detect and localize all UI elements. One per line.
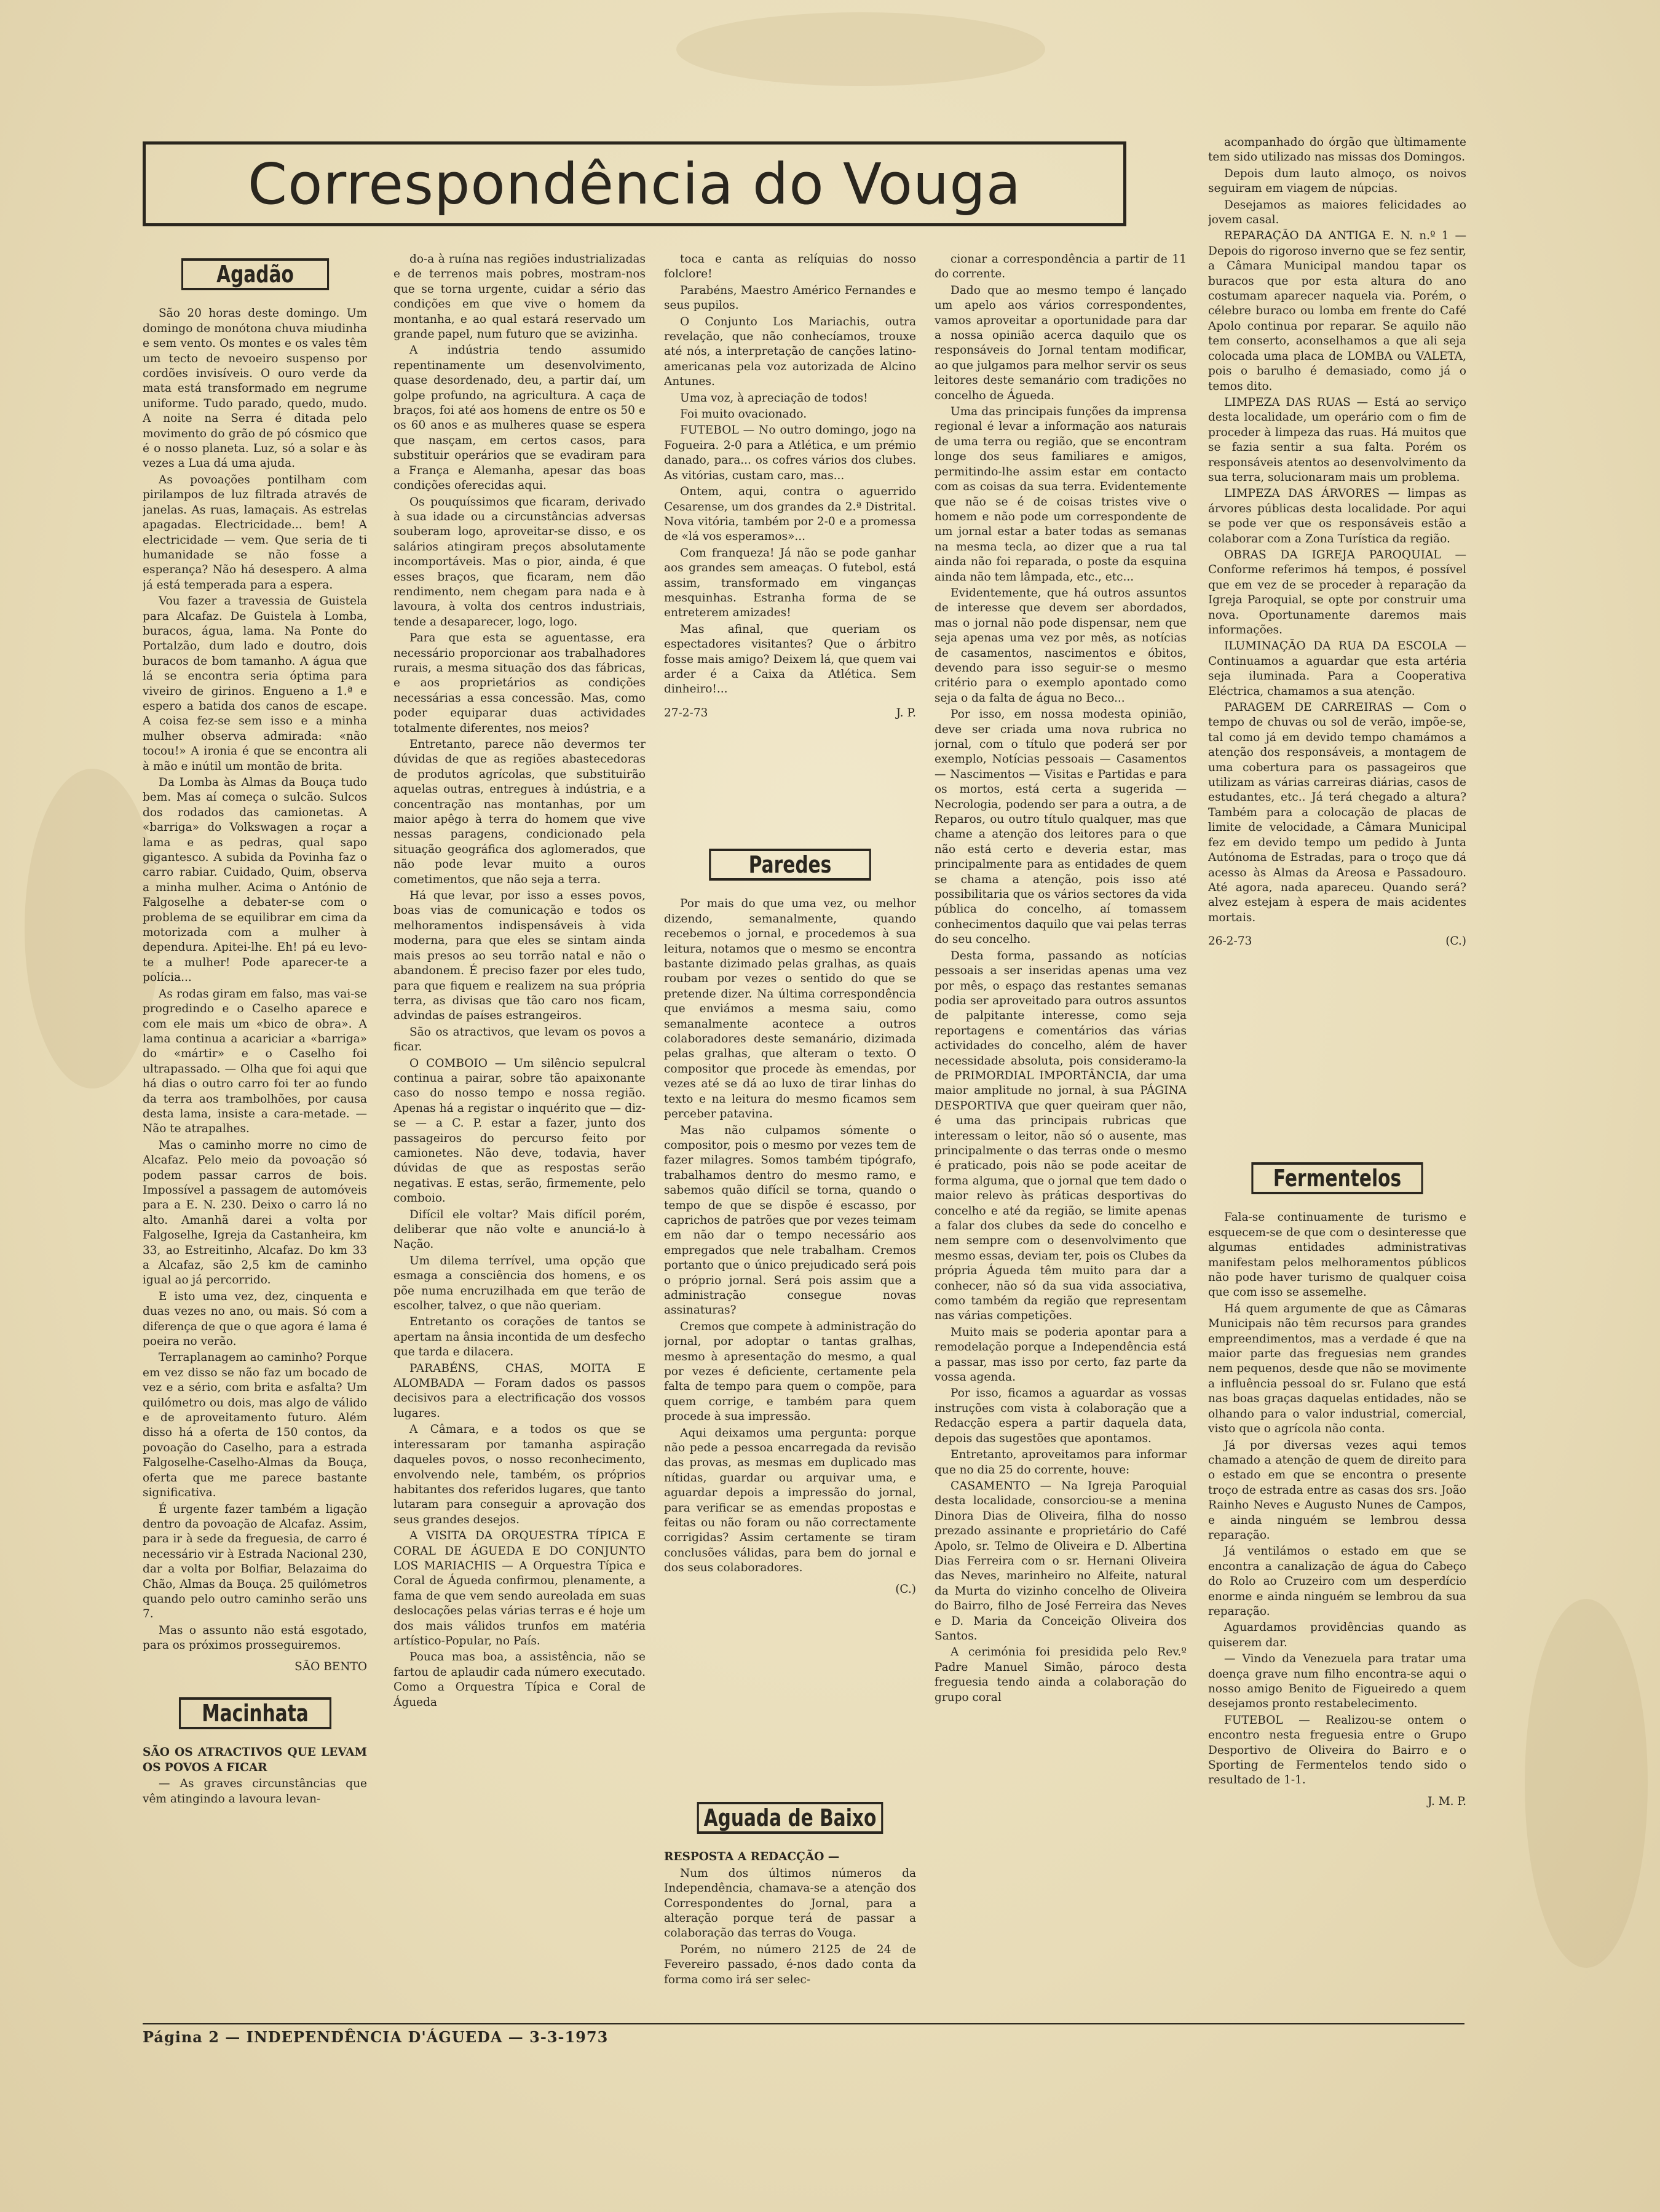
paragraph: Uma voz, à apreciação de todos! xyxy=(680,391,868,405)
paragraph: Uma das principais funções da imprensa regional é levar a informação aos naturais de uma terra ou região, que se encontram longe dos seus familiares e amigos, permitindo-lhe assim estar em contacto com as coisas da sua terra. Evidentemente que não se é de coisas tristes vive o homem e não pode um correspondente de um jornal estar a bater todas as semanas na mesma tecla, ao dizer que a rua tal ainda não foi reparada, o poste da esquina ainda não tem lâmpada, etc., etc... xyxy=(935,405,1187,584)
paragraph: Num dos últimos números da Independência, chamava-se a atenção dos Correspondentes do Jornal, para a alteração porque terá de passar a colaboração das terras do Vouga. xyxy=(664,1866,916,1940)
paragraph: PARAGEM DE CARREIRAS — Com o tempo de chuvas ou sol de verão, impõe-se, tal como já em devido tempo chamámos a atenção dos responsáveis, a montagem de uma cobertura para os passageiros que utilizam as várias carreiras diárias, casos de estudantes, etc.. Já terá chegado a altura? Também para a colocação de placas de limite de velocidade, a Câmara Municipal fez em devido tempo um pedido à Junta Autónoma de Estradas, para o troço que dá acesso às Almas da Areosa e Passadouro. Até agora, nada apareceu. Quando será? alvez estejam à espera de mais acidentes mortais. xyxy=(1208,701,1466,924)
paper-stain xyxy=(1525,1599,1648,1968)
paragraph: Parabéns, Maestro Américo Fernandes e seus pupilos. xyxy=(664,283,916,312)
dateline-row-2 xyxy=(1208,934,1466,949)
paragraph: Dado que ao mesmo tempo é lançado um apelo aos vários correspondentes, vamos aproveitar a oportunidade para dar a nossa opinião acerca daquilo que os responsáveis do Jornal tentam modificar, ao que julgamos para melhor servir os seus leitores deste semanário com tradições no concelho de Águeda. xyxy=(935,283,1187,402)
paragraph: Foi muito ovacionado. xyxy=(680,408,807,421)
paragraph: A Câmara, e a todos os que se interessaram por tamanha aspiração daqueles povos, o nosso reconhecimento, envolvendo nele, também, os próprios habitantes dos referidos lugares, que tanto lutaram para conseguir a aprovação dos seus grandes desejos. xyxy=(393,1423,646,1526)
paragraph: cionar a correspondência a partir de 11 do corrente. xyxy=(935,253,1187,281)
dateline-date-2: 26-2-73 xyxy=(1208,935,1252,948)
subhead-atractivos: SÃO OS ATRACTIVOS QUE LEVAM OS POVOS A FICAR xyxy=(143,1746,367,1774)
column-1-bottom xyxy=(143,1691,367,2011)
paragraph: Para que esta se aguentasse, era necessário proporcionar aos trabalhadores rurais, a mesma situação dos das fábricas, e aos proprietários as condições necessárias a essa concessão. Mas, como poder equiparar duas actividades totalmente diferentes, nos meios? xyxy=(393,632,646,735)
paragraph: Aqui deixamos uma pergunta: porque não pede a pessoa encarregada da revisão das provas, as mesmas em duplicado mas nítidas, guardar ou arquivar uma, e aguardar depois a impressão do jornal, para verificar se as emendas propostas e feitas ou não foram ou não correctamente corrigidas? Assim certamente se tiram conclusões válidas, para bem do jornal e dos seus colaboradores. xyxy=(664,1426,916,1575)
paragraph: Já ventilámos o estado em que se encontra a canalização de água do Cabeço do Rolo ao Cruzeiro com um desperdício enorme e ainda ninguém se lembrou da sua reparação. xyxy=(1208,1545,1466,1618)
paragraph: Muito mais se poderia apontar para a remodelação porque a Independência está a passar, mas isso por certo, faz parte da vossa agenda. xyxy=(935,1325,1187,1384)
article-aguada-continued xyxy=(935,252,1187,1705)
paragraph: O COMBOIO — Um silêncio sepulcral continua a pairar, sobre tão apaixonante caso do nosso tempo e nossa região. Apenas há a registar o inquérito que — diz-se — a C. P. estar a fazer, junto dos passageiros do percurso feito por camionetes. Não deve, todavia, haver dúvidas de que as respostas serão negativas. E estas, serão, firmemente, pelo comboio. xyxy=(393,1056,646,1205)
paragraph: Difícil ele voltar? Mais difícil porém, deliberar que não volte e anunciá-lo à Nação. xyxy=(393,1208,646,1251)
paragraph: Fala-se continuamente de turismo e esquecem-se de que com o desinteresse que algumas entidades administrativas manifestam pelos melhoramentos públicos não pode haver turismo de qualquer coisa que com isso se assemelhe. xyxy=(1208,1211,1466,1299)
dateline-date: 27-2-73 xyxy=(664,706,708,719)
paragraph: A cerimónia foi presidida pelo Rev.º Padre Manuel Simão, pároco desta freguesia tendo ainda a colaboração do grupo coral xyxy=(935,1646,1187,1704)
paragraph: Por isso, ficamos a aguardar as vossas instruções com vista à colaboração que a Redacção espera a partir daquela data, depois das sugestões que apontamos. xyxy=(935,1387,1187,1445)
paragraph: São 20 horas deste domingo. Um domingo de monótona chuva miudinha e sem vento. Os montes e os vales têm um tecto de nevoeiro suspenso por cordões invisíveis. O ouro verde da mata está transformado em negrume uniforme. Tudo parado, quedo, mudo. A noite na Serra é ditada pelo movimento do grão de pó cósmico que é o nosso planeta. Luz, só a solar e às vezes a Lua dá uma ajuda. xyxy=(143,307,367,470)
paragraph: Terraplanagem ao caminho? Porque em vez disso se não faz um bocado de vez e a sério, com brita e asfalta? Um quilómetro ou dois, mas algo de válido e de aproveitamento futuro. Além disso há a oferta de 150 contos, da povoação do Caselho, para a estrada Falgoselhe-Caselho-Almas da Bouça, oferta que me parece bastante significativa. xyxy=(143,1351,367,1500)
paper-stain xyxy=(676,12,1045,86)
column-4 xyxy=(935,252,1187,2017)
article-macinhata-continued xyxy=(393,252,646,1710)
paragraph: Por mais do que uma vez, ou melhor dizendo, semanalmente, quando recebemos o jornal, e procedemos à sua leitura, notamos que o mesmo se encontra bastante dizimado pelas gralhas, as quais roubam por vezes o sentido do que se pretende dizer. Na última correspondência que enviámos a mesma saiu, como semanalmente acontece a outros colaboradores deste semanário, dizimada pelas gralhas, que alteram o texto. O compositor que procede às emendas, por vezes até se dá ao luxo de tirar linhas do texto e na leitura do mesmo ficamos sem perceber patavina. xyxy=(664,897,916,1121)
masthead-box xyxy=(143,141,1126,226)
column-3-paredes xyxy=(664,842,916,1790)
paragraph: Um dilema terrível, uma opção que esmaga a consciência dos homens, e os põe numa encruzilhada em que terão de escolher, talvez, o que não queriam. xyxy=(393,1254,646,1313)
column-2 xyxy=(393,252,646,2017)
paragraph: FUTEBOL — No outro domingo, jogo na Fogueira. 2-0 para a Atlética, e um prémio danado, para... os cofres vários dos clubes. As vitórias, custam caro, mas... xyxy=(664,424,916,482)
dateline-author-2: (C.) xyxy=(1445,935,1466,948)
column-5-top xyxy=(1208,135,1466,1144)
signature-agadao: SÃO BENTO xyxy=(294,1660,367,1673)
paragraph: Desta forma, passando as notícias pessoais a ser inseridas apenas uma vez por mês, o espaço das restantes semanas podia ser aproveitado para outros assuntos de palpitante interesse, como seja reportagens e comentários das várias actividades do concelho, além de haver necessidade absoluta, pois consideramo-la de PRIMORDIAL IMPORTÂNCIA, dar uma maior amplitude no jornal, à sua PÁGINA DESPORTIVA que quer queiram quer não, é uma das principais rubricas que interessam o leitor, não só o ausente, mas principalmente o das terras onde o mesmo é praticado, pois não se pode aceitar de forma alguma, que o jornal que tem dado o maior relevo às práticas desportivas do concelho e até da região, se limite apenas a falar dos clubes da sede do concelho e nem sempre com o desenvolvimento que mesmo essas, deviam ter, pois os Clubes da própria Águeda têm muito para dar a conhecer, não só da sua vida associativa, como também da região que representam nas várias competições. xyxy=(935,949,1187,1323)
paragraph: Mas o caminho morre no cimo de Alcafaz. Pelo meio da povoação só podem passar carros de bois. Impossível a passagem de automóveis para a E. N. 230. Deixo o carro lá no alto. Amanhã darei a volta por Falgoselhe, Igreja da Castanheira, km 33, ao Estreitinho, Alcafaz. Do km 33 a Alcafaz, são 2,5 km de caminho igual ao já percorrido. xyxy=(143,1138,367,1287)
dateline-author: J. P. xyxy=(896,706,916,719)
paragraph: FUTEBOL — Realizou-se ontem o encontro nesta freguesia entre o Grupo Desportivo de Oliveira do Bairro e o Sporting de Fermentelos tendo sido o resultado de 1-1. xyxy=(1208,1713,1466,1787)
section-title-fermentelos: Fermentelos xyxy=(1251,1162,1423,1194)
paragraph: — Vindo da Venezuela para tratar uma doença grave num filho encontra-se aqui o nosso amigo Benito de Figueiredo a quem desejamos pronto restabelecimento. xyxy=(1208,1652,1466,1711)
paragraph: A indústria tendo assumido repentinamente um desenvolvimento, quase desordenado, deu, a partir daí, um golpe profundo, na agricultura. A caça de braços, foi até aos homens de entre os 50 e os 60 anos e as mulheres quase se espera que nasçam, em certos casos, para substituir operários que se evadiram para a França e Alemanha, apesar das boas condições oferecidas aqui. xyxy=(393,344,646,493)
paragraph: Mas o assunto não está esgotado, para os próximos prosseguiremos. xyxy=(143,1623,367,1652)
section-title-macinhata: Macinhata xyxy=(178,1697,331,1729)
footer-rule xyxy=(143,2023,1464,2024)
paragraph: São os atractivos, que levam os povos a ficar. xyxy=(393,1025,646,1054)
paragraph: Os pouquíssimos que ficaram, derivado à sua idade ou a circunstâncias adversas souberam logo, aproveitar-se disso, e os salários atingiram preços absolutamente incomportáveis. Mas o pior, ainda, é que esses braços, que ficaram, nem dão rendimento, nem chegam para nada e à lavoura, à volta dos centros industriais, tende a desaparecer, logo, logo. xyxy=(393,495,646,628)
paragraph: Entretanto, parece não devermos ter dúvidas de que as regiões abastecedoras de produtos agrícolas, que substituirão aquelas outras, entregues à indústria, e a concentração nas montanhas, por um maior apêgo à terra do homem que vive nessas paragens, condicionado pela situação geográfica dos aglomerados, que não pode levar muito a ouros cometimentos, que não seja a terra. xyxy=(393,738,646,886)
paragraph: — As graves circunstâncias que vêm atingindo a lavoura levan- xyxy=(143,1777,367,1806)
paragraph: Vou fazer a travessia de Guistela para Alcafaz. De Guistela à Lomba, buracos, água, lama. Na Ponte do Portalzão, dum lado e doutro, dois buracos de bom tamanho. A água que lá se encontra seria óptima para viveiro de girinos. Engueno a 1.ª e espero a batida dos canos de escape. A coisa fez-se sem isso e a minha mulher observa admirada: «não tocou!» A ironia é que se encontra ali à mão e inútil um montão de brita. xyxy=(143,595,367,773)
paragraph: A VISITA DA ORQUESTRA TÍPICA E CORAL DE ÁGUEDA E DO CONJUNTO LOS MARIACHIS — A Orquestra Típica e Coral de Águeda confirmou, plenamente, a fama de que vem sendo aureolada em suas deslocações pelas várias terras e é hoje um dos mais válidos trunfos em matéria artístico-Popular, no País. xyxy=(393,1529,646,1647)
section-title-agadao: Agadão xyxy=(181,258,328,290)
article-paredes xyxy=(664,897,916,1576)
paragraph: Com franqueza! Já não se pode ganhar aos grandes sem ameaças. O futebol, está assim, transformado em vinganças mesquinhas. Estranha forma de se entreterem amizades! xyxy=(664,546,916,620)
paragraph: Depois dum lauto almoço, os noivos seguiram em viagem de núpcias. xyxy=(1208,167,1466,196)
dateline-row xyxy=(664,706,916,721)
paper-stain xyxy=(25,769,160,1088)
paragraph: E isto uma vez, dez, cinquenta e duas vezes no ano, ou mais. Só com a diferença de que o que agora é lama é poeira no verão. xyxy=(143,1290,367,1349)
column-3-aguada xyxy=(664,1796,916,2017)
paragraph: PARABÉNS, CHAS, MOITA E ALOMBADA — Foram dados os passos decisivos para a electrificação dos vossos lugares. xyxy=(393,1362,646,1420)
paragraph: Entretanto, aproveitamos para informar que no dia 25 do corrente, houve: xyxy=(935,1448,1187,1477)
paragraph: Entretanto os corações de tantos se apertam na ânsia incontida de um desfecho que tarda e dilacera. xyxy=(393,1315,646,1359)
paragraph: Desejamos as maiores felicidades ao jovem casal. xyxy=(1208,198,1466,227)
paragraph: As rodas giram em falso, mas vai-se progredindo e o Caselho aparece e com ele mais um «bico de obra». A lama continua a acariciar a «barriga» do «mártir» e o Caselho foi ultrapassado. — Olha que foi aqui que há dias o outro carro foi ter ao fundo da terra aos trambolhões, por causa desta lama, insiste a cara-metade. — Não te atrapalhes. xyxy=(143,987,367,1136)
paragraph: ILUMINAÇÃO DA RUA DA ESCOLA — Continuamos a aguardar que esta artéria seja iluminada. Para a Cooperativa Eléctrica, chamamos a sua atenção. xyxy=(1208,640,1466,698)
paragraph: do-a à ruína nas regiões industrializadas e de terrenos mais pobres, mostram-nos que se torna urgente, cuidar a sério das condições em que vive o homem da montanha, e ao qual estará reservado um grande papel, num futuro que se avizinha. xyxy=(393,253,646,341)
paragraph: REPARAÇÃO DA ANTIGA E. N. n.º 1 — Depois do rigoroso inverno que se fez sentir, a Câmara Municipal mandou tapar os buracos que por esta altura do ano costumam aparecer naquela via. Porém, o célebre buraco ou lomba em frente do Café Apolo continua por reparar. Se aquilo não tem conserto, aconselhamos a que ali seja colocada uma placa de LOMBA ou VALETA, pois o barulho é demasiado, como já o temos dito. xyxy=(1208,229,1466,393)
paragraph: Ontem, aqui, contra o aguerrido Cesarense, um dos grandes da 2.ª Distrital. Nova vitória, também por 2-0 e a promessa de «lá vos esperamos»... xyxy=(664,485,916,544)
paragraph: toca e canta as relíquias do nosso folclore! xyxy=(664,253,916,281)
page-footer: Página 2 — INDEPENDÊNCIA D'ÁGUEDA — 3-3-1973 xyxy=(143,2028,609,2046)
paragraph: Mas afinal, que queriam os espectadores visitantes? Que o árbitro fosse mais amigo? Deixem lá, que quem vai arder é a Caixa da Atlética. Sem dinheiro!... xyxy=(664,622,916,696)
signature-paredes: (C.) xyxy=(895,1582,916,1596)
paragraph: Já por diversas vezes aqui temos chamado a atenção de quem de direito para o estado em que se encontra o presente troço de estrada entre as casas dos srs. João Rainho Neves e Augusto Nunes de Campos, e ainda ninguém se lembrou dessa reparação. xyxy=(1208,1438,1466,1542)
article-fermentelos xyxy=(1208,1210,1466,1788)
paragraph: O Conjunto Los Mariachis, outra revelação, que não conhecíamos, trouxe até nós, a interpretação de canções latino-americanas pela voz autorizada de Alcino Antunes. xyxy=(664,315,916,389)
paragraph: LIMPEZA DAS RUAS — Está ao serviço desta localidade, um operário com o fim de proceder à limpeza das ruas. Há muitos que se fazia sentir a sua falta. Porém os responsáveis atentos ao desenvolvimento da sua terra, solucionaram mais um problema. xyxy=(1208,395,1466,484)
article-macinhata xyxy=(143,1777,367,1807)
column-3-top xyxy=(664,252,916,836)
signature-fermentelos: J. M. P. xyxy=(1427,1794,1466,1808)
paragraph: Cremos que compete à administração do jornal, por adoptar o tantas gralhas, mesmo à apresentação do mesmo, a qual por vezes é deficiente, certamente pela falta de tempo para quem o compõe, para quem corrige, e também para quem procede à sua impressão. xyxy=(664,1320,916,1424)
paragraph: Pouca mas boa, a assistência, não se fartou de aplaudir cada número executado. Como a Orquestra Típica e Coral de Águeda xyxy=(393,1651,646,1709)
paragraph: Evidentemente, que há outros assuntos de interesse que devem ser abordados, mas o jornal não pode dispensar, nem que seja apenas uma vez por mês, as notícias de casamentos, nascimentos e óbitos, devendo para isso seguir-se o mesmo critério para o exemplo apontado como seja o da falta de água no Beco... xyxy=(935,586,1187,705)
article-macinhata-end xyxy=(664,252,916,697)
paragraph: Há quem argumente de que as Câmaras Municipais não têm recursos para grandes empreendimentos, mas a verdade é que na maior parte das freguesias nem grandes nem pequenos, desde que não se movimente a influência pessoal do sr. Fulano que está nas boas graças daquelas entidades, não se olhando para o valor industrial, comercial, visto que o agrícola não conta. xyxy=(1208,1302,1466,1436)
paragraph: LIMPEZA DAS ÁRVORES — limpas as árvores públicas desta localidade. Por aqui se pode ver que os responsáveis estão a colaborar com a Zona Turística da região. xyxy=(1208,487,1466,545)
article-aguada xyxy=(664,1866,916,1988)
column-5-fermentelos xyxy=(1208,1156,1466,1974)
paragraph: Da Lomba às Almas da Bouça tudo bem. Mas aí começa o sulcão. Sulcos dos rodados das camionetas. A «barriga» do Volkswagen a roçar a lama e as pedras, qual sapo gigantesco. A subida da Povinha faz o carro rabiar. Cuidado, Quim, observa a minha mulher. Acima o António de Falgoselhe a debater-se com o problema de se equilibrar em cima da motorizada com a mulher à dependura. Apitei-lhe. Eh! pá eu levo-te a mulher! Pode aparecer-te a polícia... xyxy=(143,776,367,985)
paragraph: acompanhado do órgão que ùltimamente tem sido utilizado nas missas dos Domingos. xyxy=(1208,136,1466,164)
subhead-resposta: RESPOSTA A REDACÇÃO — xyxy=(664,1850,840,1864)
article-agadao xyxy=(143,306,367,1653)
column-1 xyxy=(143,252,367,1688)
paragraph: Há que levar, por isso a esses povos, boas vias de comunicação e todos os melhoramentos indispensáveis à vida moderna, para que eles se sintam ainda mais presos ao seu torrão natal e não o abandonem. É preciso fazer por eles tudo, para que fiquem e realizem na sua própria terra, as divisas que tão caro nos ficam, advindas de países estrangeiros. xyxy=(393,889,646,1023)
paragraph: Porém, no número 2125 de 24 de Fevereiro passado, é-nos dado conta da forma como irá ser selec- xyxy=(664,1943,916,1986)
paragraph: Mas não culpamos sómente o compositor, pois o mesmo por vezes tem de fazer milagres. Somos também tipógrafo, trabalhamos dentro do mesmo ramo, e sabemos quão difícil se torna, quando o tempo de que se dispõe é escasso, por caprichos de patrões que por vezes teimam em não dar o tempo necessário aos empregados que nele trabalham. Cremos portanto que o único prejudicado será pois o próprio jornal. Será pois assim que a administração consegue novas assinaturas? xyxy=(664,1124,916,1317)
section-title-aguada: Aguada de Baixo xyxy=(697,1802,883,1834)
paragraph: É urgente fazer também a ligação dentro da povoação de Alcafaz. Assim, para ir à sede da freguesia, de carro é necessário vir à Estrada Nacional 230, dar a volta por Bolfiar, Belazaima do Chão, Almas da Bouça. 25 quilómetros quando pelo outro caminho serão uns 7. xyxy=(143,1502,367,1621)
paragraph: CASAMENTO — Na Igreja Paroquial desta localidade, consorciou-se a menina Dinora Dias de Oliveira, filha do nosso prezado assinante e proprietário do Café Apolo, sr. Telmo de Oliveira e D. Albertina Dias Ferreira com o sr. Hernani Oliveira das Neves, marinheiro no Alfeite, natural da Murta do vizinho concelho de Oliveira do Bairro, filho de José Ferreira das Neves e D. Maria da Conceição Oliveira dos Santos. xyxy=(935,1479,1187,1643)
paragraph: Aguardamos providências quando as quiserem dar. xyxy=(1208,1621,1466,1649)
paragraph: OBRAS DA IGREJA PAROQUIAL — Conforme referimos há tempos, é possível que em vez de se proceder à reparação da Igreja Paroquial, se opte por construir uma nova. Oportunamente daremos mais informações. xyxy=(1208,548,1466,636)
paragraph: As povoações pontilham com pirilampos de luz filtrada através de janelas. As ruas, lamaçais. As estrelas apagadas. Electricidade... bem! A electricidade — vem. Que seria de ti humanidade se não fosse a esperança? Não há desespero. A alma já está temperada para a espera. xyxy=(143,473,367,592)
paragraph: Por isso, em nossa modesta opinião, deve ser criada uma nova rubrica no jornal, com o título que poderá ser por exemplo, Notícias pessoais — Casamentos — Nascimentos — Visitas e Partidas e para os mortos, está certa a sugerida — Necrologia, podendo ser para a outra, a de Reparos, ou outro título qualquer, mas que chame a atenção dos leitores para o que não está certo e deveria estar, mas principalmente para as entidades de quem se chama a atenção, pois isso até possibilitaria que os vários sectores da vida pública do concelho, aí tomassem conhecimentos daquilo que vai pelas terras do seu concelho. xyxy=(935,708,1187,946)
article-aguada-end xyxy=(1208,135,1466,926)
section-title-paredes: Paredes xyxy=(709,849,871,881)
page-title: Correspondência do Vouga xyxy=(247,151,1022,217)
